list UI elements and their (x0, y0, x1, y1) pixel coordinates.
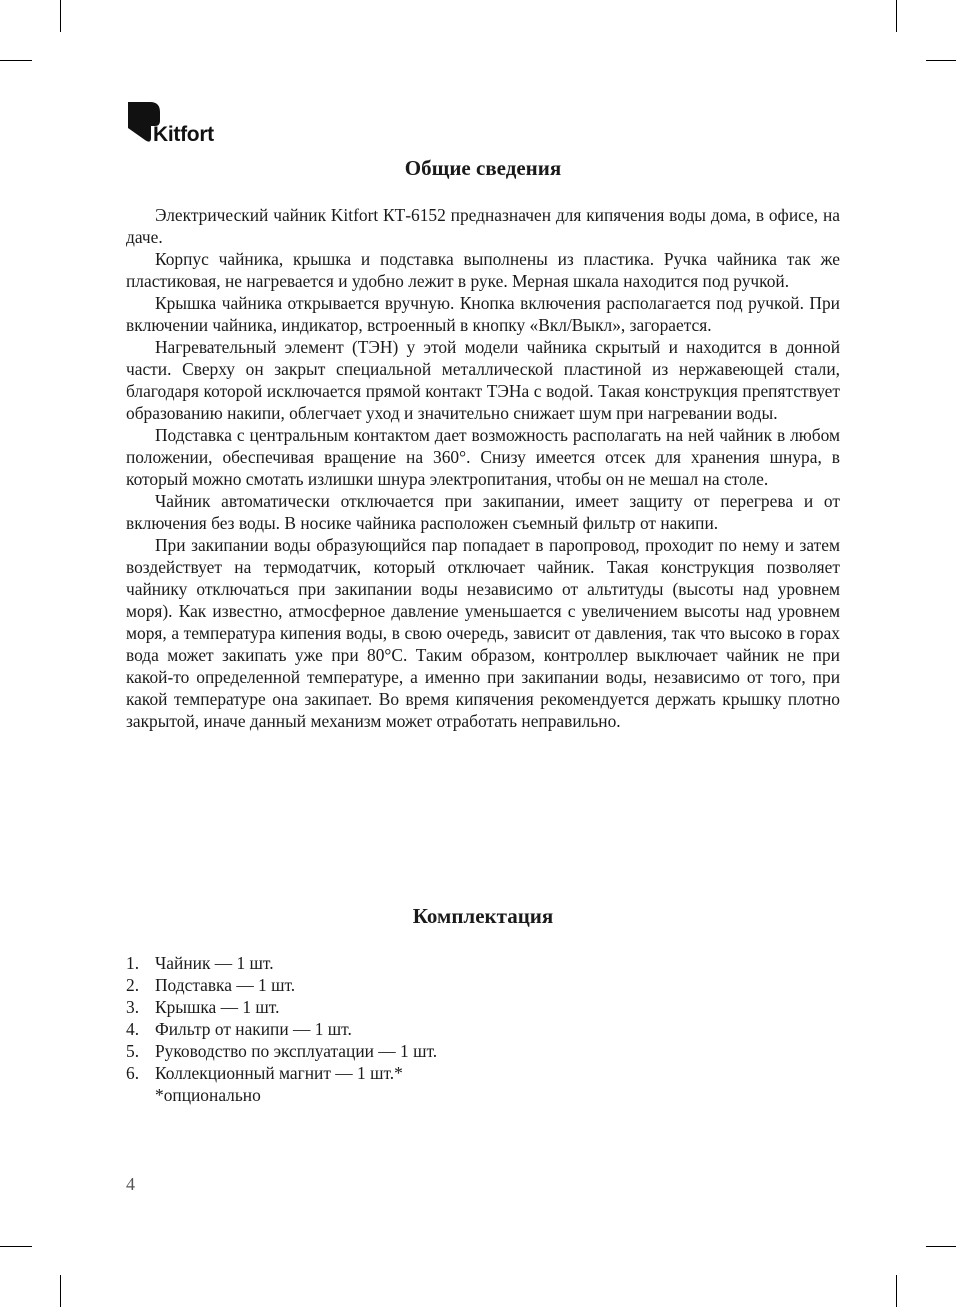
list-item (126, 1040, 437, 1062)
list-item (126, 996, 437, 1018)
crop-mark (896, 1275, 897, 1307)
footnote: *опционально (155, 1085, 261, 1105)
general-info-body (126, 204, 840, 732)
crop-mark (0, 60, 32, 61)
paragraph: При закипании воды образующийся пар попадает в паропровод, проходит по нему и затем воздействует на термодатчик, который отключает чайник. Такая конструкция позволяет чайнику отключаться при закипании воды независимо от альтитуды (высоты над уровнем моря). Как известно, атмосферное давление уменьшается с увеличением высоты над уровнем моря, а температура кипения воды, в свою очередь, зависит от давления, так что высоко в горах вода может закипать уже при 80°С. Таким образом, контроллер выключает чайник не при какой-то определенной температуре, а именно при закипании воды, независимо от того, при какой температуре она закипает. Во время кипячения рекомендуется держать крышку плотно закрытой, иначе данный механизм может отработать неправильно. (126, 535, 840, 731)
list-item-text: Руководство по эксплуатации — 1 шт. (155, 1041, 438, 1061)
list-item-text: Чайник — 1 шт. (155, 953, 274, 973)
list-item-text: Подставка — 1 шт. (155, 975, 296, 995)
crop-mark (60, 1275, 61, 1307)
paragraph: Крышка чайника открывается вручную. Кнопка включения располагается под ручкой. При включении чайника, индикатор, встроенный в кнопку «Вкл/Выкл», загорается. (126, 293, 840, 335)
paragraph: Корпус чайника, крышка и подставка выполнены из пластика. Ручка чайника так же пластиковая, не нагревается и удобно лежит в руке. Мерная шкала находится под ручкой. (126, 249, 840, 291)
list-item (126, 974, 437, 996)
crop-mark (60, 0, 61, 32)
paragraph: Нагревательный элемент (ТЭН) у этой модели чайника скрытый и находится в донной части. Сверху он закрыт специальной металлической пластиной из нержавеющей стали, благодаря которой исключается прямой контакт ТЭНа с водой. Такая конструкция препятствует образованию накипи, облегчает уход и значительно снижает шум при нагревании воды. (126, 337, 840, 423)
list-item-number: 5. (126, 1041, 140, 1061)
paragraph: Чайник автоматически отключается при закипании, имеет защиту от перегрева и от включения без воды. В носике чайника расположен съемный фильтр от накипи. (126, 491, 840, 533)
paragraph: Подставка с центральным контактом дает возможность располагать на ней чайник в любом положении, обеспечивая вращение на 360°. Снизу имеется отсек для хранения шнура, в который можно смотать излишки шнура электропитания, чтобы он не мешал на столе. (126, 425, 840, 489)
section-title-kit: Комплектация (412, 904, 554, 928)
list-item (126, 1062, 437, 1084)
list-item-text: Крышка — 1 шт. (155, 997, 280, 1017)
crop-mark (926, 60, 956, 61)
list-item-number: 6. (126, 1063, 140, 1083)
list-item-text: Коллекционный магнит — 1 шт.* (155, 1063, 403, 1083)
brand-name: Kitfort (153, 123, 214, 146)
list-item-number: 3. (126, 997, 140, 1017)
list-item-text: Фильтр от накипи — 1 шт. (155, 1019, 352, 1039)
section-title-general: Общие сведения (404, 156, 562, 180)
list-item-number: 4. (126, 1019, 140, 1039)
list-item-number: 2. (126, 975, 140, 995)
kit-list (126, 952, 437, 1084)
crop-mark (0, 1246, 32, 1247)
crop-mark (926, 1246, 956, 1247)
page-number: 4 (126, 1174, 135, 1194)
list-item (126, 952, 437, 974)
paragraph: Электрический чайник Kitfort КТ-6152 предназначен для кипячения воды дома, в офисе, на даче. (126, 205, 840, 247)
list-item-number: 1. (126, 953, 140, 973)
crop-mark (896, 0, 897, 32)
list-item (126, 1018, 437, 1040)
